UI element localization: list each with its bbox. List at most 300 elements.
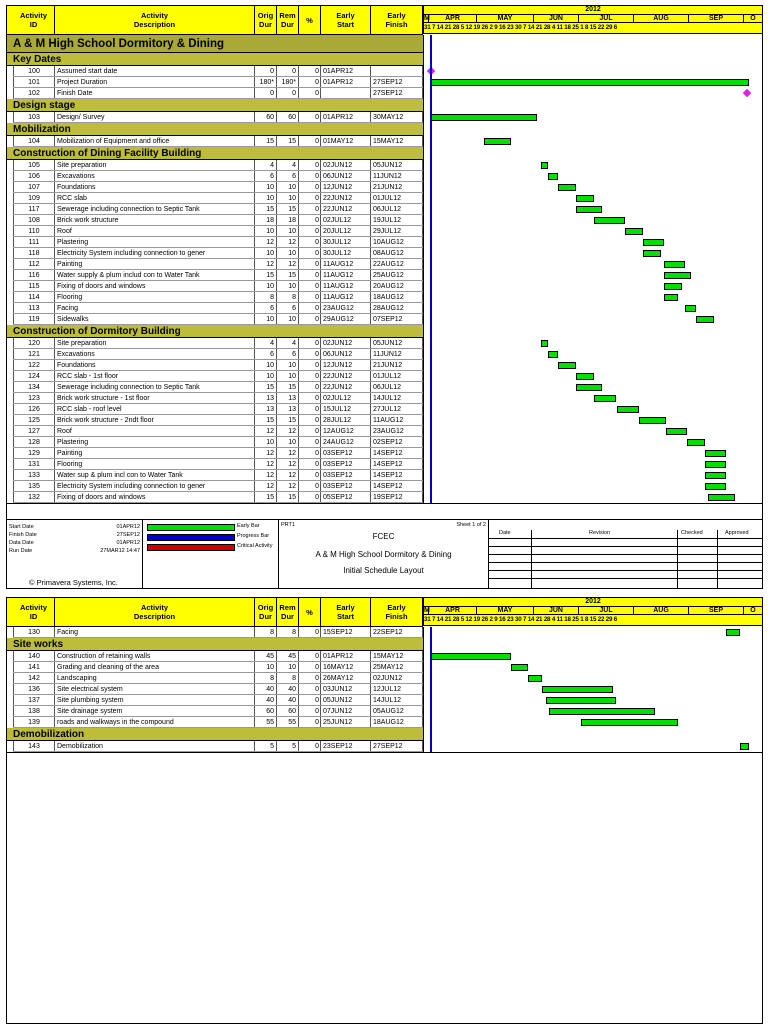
orig-dur: 12	[255, 470, 277, 481]
early-finish: 05AUG12	[371, 706, 423, 717]
activity-description: Flooring	[55, 459, 255, 470]
percent-complete: 0	[299, 481, 321, 492]
data-date-line	[430, 627, 432, 752]
orig-dur: 10	[255, 437, 277, 448]
activity-description: RCC slab	[55, 193, 255, 204]
activity-id: 105	[13, 160, 55, 171]
activity-id: 119	[13, 314, 55, 325]
early-finish-header[interactable]: Early Finish	[371, 6, 423, 34]
gantt-bar-129[interactable]	[705, 450, 726, 457]
orig-dur: 15	[255, 382, 277, 393]
early-finish: 02SEP12	[371, 437, 423, 448]
activity-id: 129	[13, 448, 55, 459]
activity-row[interactable]	[7, 248, 423, 259]
activity-row[interactable]	[7, 382, 423, 393]
activity-row[interactable]	[7, 437, 423, 448]
orig-dur: 6	[255, 303, 277, 314]
wbs-section-header[interactable]: Demobilization	[7, 728, 423, 741]
early-start: 01MAY12	[321, 136, 371, 147]
rem-dur: 10	[277, 437, 299, 448]
wbs-section-header[interactable]: Construction of Dormitory Building	[7, 325, 423, 338]
print-code: PRT1	[281, 522, 295, 528]
gantt-bar-108[interactable]	[594, 217, 626, 224]
wbs-section-header[interactable]: Construction of Dining Facility Building	[7, 147, 423, 160]
timeline-month: M	[424, 607, 430, 614]
activity-row[interactable]	[7, 136, 423, 147]
early-finish: 21JUN12	[371, 182, 423, 193]
schedule-sheet-2	[6, 597, 763, 1024]
early-start: 23SEP12	[321, 741, 371, 752]
early-finish: 22AUG12	[371, 259, 423, 270]
schedule-sheet-1	[6, 5, 763, 589]
rem-dur-header[interactable]: Rem Dur	[277, 598, 299, 626]
activity-description: Brick work structure	[55, 215, 255, 226]
sheet-number: Sheet 1 of 2	[456, 522, 486, 528]
gantt-bar-116[interactable]	[664, 272, 691, 279]
activity-row[interactable]	[7, 404, 423, 415]
orig-dur-header[interactable]: Orig Dur	[255, 6, 277, 34]
percent-complete: 0	[299, 88, 321, 99]
activity-id: 133	[13, 470, 55, 481]
orig-dur: 5	[255, 741, 277, 752]
activity-description: Painting	[55, 259, 255, 270]
activity-row[interactable]	[7, 226, 423, 237]
early-finish: 14SEP12	[371, 470, 423, 481]
percent-complete: 0	[299, 415, 321, 426]
activity-row[interactable]	[7, 88, 423, 99]
timeline-month: MAY	[477, 14, 534, 23]
footer-company: FCEC	[372, 532, 395, 541]
early-start: 02JUN12	[321, 338, 371, 349]
early-start: 12AUG12	[321, 426, 371, 437]
activity-row[interactable]	[7, 706, 423, 717]
early-start: 02JUL12	[321, 393, 371, 404]
activity-row[interactable]	[7, 695, 423, 706]
gantt-bar-123[interactable]	[594, 395, 617, 402]
activity-row[interactable]	[7, 426, 423, 437]
activity-row[interactable]	[7, 215, 423, 226]
rem-dur: 15	[277, 492, 299, 503]
revision-line	[489, 562, 762, 563]
activity-description: Site preparation	[55, 338, 255, 349]
early-finish: 05JUN12	[371, 338, 423, 349]
wbs-section-header[interactable]: Mobilization	[7, 123, 423, 136]
early-finish: 29JUL12	[371, 226, 423, 237]
activity-row[interactable]	[7, 481, 423, 492]
activity-row[interactable]	[7, 171, 423, 182]
timeline-month: M	[424, 15, 430, 22]
footer-date-value: 27MAR12 14:47	[100, 548, 140, 554]
gantt-bar-133[interactable]	[705, 472, 726, 479]
activity-row[interactable]	[7, 470, 423, 481]
activity-row[interactable]	[7, 193, 423, 204]
percent-complete: 0	[299, 292, 321, 303]
activity-id: 122	[13, 360, 55, 371]
revision-line	[489, 554, 762, 555]
early-finish: 19SEP12	[371, 492, 423, 503]
activity-row[interactable]	[7, 684, 423, 695]
percent-complete: 0	[299, 77, 321, 88]
activity-description: Brick work structure - 1st floor	[55, 393, 255, 404]
wbs-section-header[interactable]: Site works	[7, 638, 423, 651]
milestone-diamond-102[interactable]	[743, 89, 751, 97]
early-finish: 22SEP12	[371, 627, 423, 638]
early-start: 28JUL12	[321, 415, 371, 426]
activity-description: Roof	[55, 426, 255, 437]
activity-id: 136	[13, 684, 55, 695]
wbs-section-header[interactable]: Key Dates	[7, 53, 423, 66]
activity-id: 138	[13, 706, 55, 717]
gantt-bar-132[interactable]	[708, 494, 735, 501]
early-start: 22JUN12	[321, 193, 371, 204]
early-start: 01APR12	[321, 112, 371, 123]
activity-description: Roof	[55, 226, 255, 237]
activity-id: 141	[13, 662, 55, 673]
revision-header: Revision	[589, 530, 611, 536]
gantt-bar-112[interactable]	[664, 261, 685, 268]
activity-description: Electricity System including connection to gener	[55, 248, 255, 259]
percent-complete: 0	[299, 382, 321, 393]
activity-id-header[interactable]: Activity ID	[13, 598, 55, 626]
early-start: 11AUG12	[321, 270, 371, 281]
percent-complete: 0	[299, 741, 321, 752]
activity-id-header[interactable]: Activity ID	[13, 6, 55, 34]
gantt-bar-119[interactable]	[696, 316, 714, 323]
percent-complete: 0	[299, 314, 321, 325]
orig-dur: 12	[255, 259, 277, 270]
orig-dur-header[interactable]: Orig Dur	[255, 598, 277, 626]
orig-dur: 18	[255, 215, 277, 226]
early-start: 22JUN12	[321, 371, 371, 382]
gantt-bar-109[interactable]	[576, 195, 594, 202]
early-start: 26MAY12	[321, 673, 371, 684]
rem-dur: 13	[277, 404, 299, 415]
rem-dur: 12	[277, 259, 299, 270]
gantt-bar-128[interactable]	[687, 439, 705, 446]
early-finish: 25MAY12	[371, 662, 423, 673]
early-start: 05JUN12	[321, 695, 371, 706]
gantt-bar-142[interactable]	[528, 675, 542, 682]
rem-dur: 12	[277, 481, 299, 492]
orig-dur: 8	[255, 292, 277, 303]
early-finish: 21JUN12	[371, 360, 423, 371]
activity-description: Sewerage including connection to Septic Tank	[55, 382, 255, 393]
early-start-header[interactable]: Early Start	[321, 6, 371, 34]
gantt-bar-122[interactable]	[558, 362, 576, 369]
rem-dur: 8	[277, 673, 299, 684]
percent-complete: 0	[299, 281, 321, 292]
percent-complete: 0	[299, 627, 321, 638]
rem-dur: 0	[277, 66, 299, 77]
early-finish: 14SEP12	[371, 481, 423, 492]
activity-description: Excavations	[55, 171, 255, 182]
orig-dur: 0	[255, 66, 277, 77]
percent-complete: 0	[299, 404, 321, 415]
activity-id: 127	[13, 426, 55, 437]
early-finish: 06JUL12	[371, 204, 423, 215]
gantt-bar-135[interactable]	[705, 483, 726, 490]
percent-complete: 0	[299, 492, 321, 503]
percent-complete: 0	[299, 717, 321, 728]
rem-dur: 15	[277, 204, 299, 215]
early-start: 15JUL12	[321, 404, 371, 415]
gantt-bar-101[interactable]	[431, 79, 749, 86]
rem-dur: 4	[277, 160, 299, 171]
activity-id: 118	[13, 248, 55, 259]
rem-dur: 8	[277, 627, 299, 638]
percent-complete: 0	[299, 437, 321, 448]
activity-row[interactable]	[7, 717, 423, 728]
activity-row[interactable]	[7, 651, 423, 662]
activity-id: 110	[13, 226, 55, 237]
activity-row[interactable]	[7, 492, 423, 503]
activity-row[interactable]	[7, 314, 423, 325]
rem-dur-header[interactable]: Rem Dur	[277, 6, 299, 34]
percent-header[interactable]: %	[299, 598, 321, 626]
activity-description: Brick work structure - 2ndt floor	[55, 415, 255, 426]
orig-dur: 10	[255, 360, 277, 371]
early-finish: 10AUG12	[371, 237, 423, 248]
gantt-bar-121[interactable]	[548, 351, 559, 358]
orig-dur: 10	[255, 248, 277, 259]
gantt-bar-137[interactable]	[546, 697, 617, 704]
activity-description-header[interactable]: Activity Description	[55, 6, 255, 34]
gantt-bar-110[interactable]	[625, 228, 643, 235]
activity-id: 124	[13, 371, 55, 382]
legend-label: Critical Activity	[237, 543, 273, 549]
activity-row[interactable]	[7, 237, 423, 248]
column-header	[7, 6, 423, 35]
activity-description-header[interactable]: Activity Description	[55, 598, 255, 626]
activity-row[interactable]	[7, 182, 423, 193]
activity-id: 103	[13, 112, 55, 123]
activity-row[interactable]	[7, 360, 423, 371]
activity-row[interactable]	[7, 66, 423, 77]
rem-dur: 10	[277, 182, 299, 193]
gantt-bar-107[interactable]	[558, 184, 576, 191]
activity-row[interactable]	[7, 415, 423, 426]
activity-id: 101	[13, 77, 55, 88]
activity-description: Demobilization	[55, 741, 255, 752]
orig-dur: 8	[255, 673, 277, 684]
activity-description: Electricity System including connection to gener	[55, 481, 255, 492]
activity-row[interactable]	[7, 259, 423, 270]
gantt-chart	[423, 35, 762, 503]
column-header	[7, 598, 423, 627]
footer-dates	[7, 520, 143, 589]
activity-description: roads and walkways in the compound	[55, 717, 255, 728]
data-date-line	[430, 35, 432, 503]
activity-id: 137	[13, 695, 55, 706]
orig-dur: 4	[255, 160, 277, 171]
gantt-bar-105[interactable]	[541, 162, 548, 169]
gantt-bar-126[interactable]	[617, 406, 640, 413]
orig-dur: 13	[255, 393, 277, 404]
early-start: 11AUG12	[321, 259, 371, 270]
activity-id: 140	[13, 651, 55, 662]
activity-row[interactable]	[7, 371, 423, 382]
percent-complete: 0	[299, 204, 321, 215]
early-start-header[interactable]: Early Start	[321, 598, 371, 626]
orig-dur: 45	[255, 651, 277, 662]
activity-row[interactable]	[7, 292, 423, 303]
percent-complete: 0	[299, 684, 321, 695]
orig-dur: 10	[255, 371, 277, 382]
early-finish: 18AUG12	[371, 717, 423, 728]
rem-dur: 12	[277, 459, 299, 470]
activity-description: Design/ Survey	[55, 112, 255, 123]
activity-row[interactable]	[7, 673, 423, 684]
percent-complete: 0	[299, 426, 321, 437]
rem-dur: 10	[277, 193, 299, 204]
orig-dur: 55	[255, 717, 277, 728]
footer-date-value: 01APR12	[116, 540, 140, 546]
activity-row[interactable]	[7, 393, 423, 404]
gantt-bar-114[interactable]	[664, 294, 678, 301]
early-finish: 20AUG12	[371, 281, 423, 292]
footer-date-label: Start Date	[9, 524, 34, 530]
activity-row[interactable]	[7, 448, 423, 459]
activity-row[interactable]	[7, 112, 423, 123]
gantt-bar-117[interactable]	[576, 206, 603, 213]
percent-complete: 0	[299, 338, 321, 349]
percent-complete: 0	[299, 226, 321, 237]
early-finish: 02JUN12	[371, 673, 423, 684]
gantt-bar-120[interactable]	[541, 340, 548, 347]
activity-id: 128	[13, 437, 55, 448]
copyright: © Primavera Systems, Inc.	[29, 578, 118, 587]
footer-date-value: 01APR12	[116, 524, 140, 530]
gantt-bar-139[interactable]	[581, 719, 678, 726]
orig-dur: 10	[255, 281, 277, 292]
percent-complete: 0	[299, 270, 321, 281]
activity-description: Finish Date	[55, 88, 255, 99]
activity-id: 109	[13, 193, 55, 204]
revision-date-header: Date	[499, 530, 511, 536]
percent-complete: 0	[299, 66, 321, 77]
percent-complete: 0	[299, 112, 321, 123]
activity-row[interactable]	[7, 303, 423, 314]
early-start: 12JUN12	[321, 182, 371, 193]
percent-complete: 0	[299, 651, 321, 662]
gantt-chart	[423, 627, 762, 752]
activity-description: Foundations	[55, 360, 255, 371]
percent-complete: 0	[299, 470, 321, 481]
rem-dur: 12	[277, 426, 299, 437]
percent-complete: 0	[299, 448, 321, 459]
activity-row[interactable]	[7, 459, 423, 470]
early-finish: 27SEP12	[371, 741, 423, 752]
gantt-bar-130[interactable]	[726, 629, 740, 636]
activity-description: Sidewalks	[55, 314, 255, 325]
gantt-bar-138[interactable]	[549, 708, 655, 715]
activity-row[interactable]	[7, 627, 423, 638]
timeline-month: AUG	[634, 14, 689, 23]
early-finish: 01JUL12	[371, 371, 423, 382]
activity-row[interactable]	[7, 281, 423, 292]
gantt-bar-113[interactable]	[685, 305, 696, 312]
early-finish: 05JUN12	[371, 160, 423, 171]
timeline-month: JUN	[534, 606, 579, 615]
timeline-month: SEP	[689, 14, 744, 23]
percent-complete: 0	[299, 349, 321, 360]
activity-description: Painting	[55, 448, 255, 459]
gantt-bar-141[interactable]	[511, 664, 529, 671]
activity-description: Plastering	[55, 237, 255, 248]
early-finish: 27SEP12	[371, 77, 423, 88]
activity-description: Plastering	[55, 437, 255, 448]
percent-complete: 0	[299, 193, 321, 204]
activity-row[interactable]	[7, 77, 423, 88]
gantt-bar-115[interactable]	[664, 283, 682, 290]
gantt-bar-143[interactable]	[740, 743, 749, 750]
gantt-bar-125[interactable]	[639, 417, 666, 424]
early-start: 24AUG12	[321, 437, 371, 448]
wbs-section-header[interactable]: Design stage	[7, 99, 423, 112]
rem-dur: 55	[277, 717, 299, 728]
activity-id: 130	[13, 627, 55, 638]
activity-id: 111	[13, 237, 55, 248]
activity-row[interactable]	[7, 662, 423, 673]
activity-id: 112	[13, 259, 55, 270]
early-finish: 12JUL12	[371, 684, 423, 695]
percent-header[interactable]: %	[299, 6, 321, 34]
early-start: 03SEP12	[321, 448, 371, 459]
early-finish-header[interactable]: Early Finish	[371, 598, 423, 626]
gantt-bar-136[interactable]	[542, 686, 613, 693]
early-finish: 18AUG12	[371, 292, 423, 303]
early-start: 02JUL12	[321, 215, 371, 226]
gantt-bar-134[interactable]	[576, 384, 603, 391]
percent-complete: 0	[299, 371, 321, 382]
early-finish: 30MAY12	[371, 112, 423, 123]
early-finish: 28AUG12	[371, 303, 423, 314]
orig-dur: 15	[255, 415, 277, 426]
activity-row[interactable]	[7, 204, 423, 215]
percent-complete: 0	[299, 673, 321, 684]
activity-row[interactable]	[7, 270, 423, 281]
activity-row[interactable]	[7, 160, 423, 171]
rem-dur: 15	[277, 415, 299, 426]
gantt-bar-111[interactable]	[643, 239, 664, 246]
activity-row[interactable]	[7, 338, 423, 349]
activity-description: Site drainage system	[55, 706, 255, 717]
activity-id: 108	[13, 215, 55, 226]
percent-complete: 0	[299, 695, 321, 706]
gantt-bar-131[interactable]	[705, 461, 726, 468]
orig-dur: 12	[255, 481, 277, 492]
timeline-header	[423, 6, 762, 34]
early-finish: 11JUN12	[371, 171, 423, 182]
gantt-bar-106[interactable]	[548, 173, 559, 180]
early-start: 30JUL12	[321, 248, 371, 259]
legend-label: Early Bar	[237, 523, 260, 529]
gantt-bar-124[interactable]	[576, 373, 594, 380]
gantt-bar-140[interactable]	[431, 653, 511, 660]
gantt-bar-118[interactable]	[643, 250, 661, 257]
gantt-bar-104[interactable]	[484, 138, 511, 145]
activity-row[interactable]	[7, 349, 423, 360]
early-finish: 08AUG12	[371, 248, 423, 259]
timeline-month: AUG	[634, 606, 689, 615]
gantt-bar-103[interactable]	[431, 114, 537, 121]
early-finish: 15MAY12	[371, 136, 423, 147]
rem-dur: 10	[277, 371, 299, 382]
timeline-month: JUN	[534, 14, 579, 23]
gantt-bar-127[interactable]	[666, 428, 687, 435]
early-finish: 25AUG12	[371, 270, 423, 281]
activity-row[interactable]	[7, 741, 423, 752]
